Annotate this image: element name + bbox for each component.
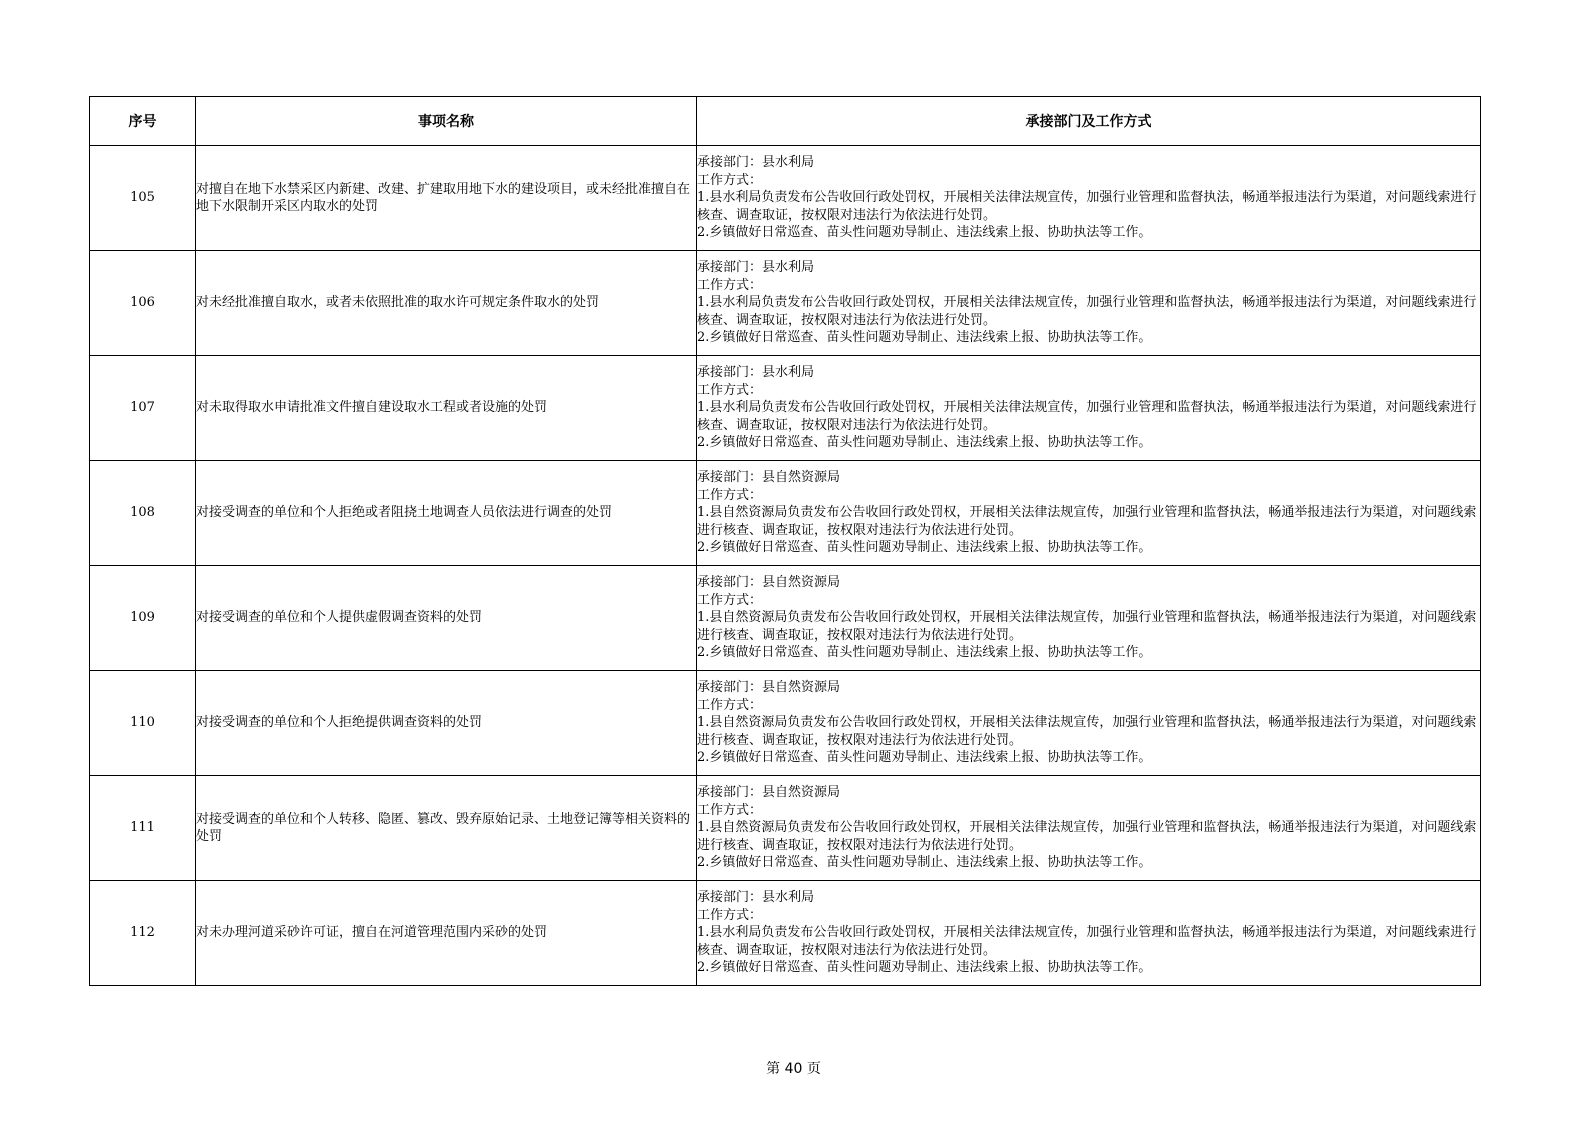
matter-name-cell: 对接受调查的单位和个人拒绝提供调查资料的处罚 xyxy=(196,671,697,776)
method-label: 工作方式： xyxy=(697,802,763,818)
page-number: 第 40 页 xyxy=(766,1061,821,1077)
method-item-2: 2.乡镇做好日常巡查、苗头性问题劝导制止、违法线索上报、协助执法等工作。 xyxy=(697,225,1152,241)
method-item-2: 2.乡镇做好日常巡查、苗头性问题劝导制止、违法线索上报、协助执法等工作。 xyxy=(697,540,1152,556)
serial-number-cell: 111 xyxy=(90,776,196,881)
method-label: 工作方式： xyxy=(697,592,763,608)
table-header-row xyxy=(90,97,1481,146)
method-item-1: 1.县自然资源局负责发布公告收回行政处罚权，开展相关法律法规宣传，加强行业管理和监督执法，畅通举报违法行为渠道，对问题线索进行核查、调查取证，按权限对违法行为依法进行处罚。 xyxy=(697,505,1477,538)
department-line: 承接部门：县自然资源局 xyxy=(697,680,841,696)
matter-name-cell: 对未经批准擅自取水，或者未依照批准的取水许可规定条件取水的处罚 xyxy=(196,251,697,356)
department-method-cell xyxy=(697,776,1481,881)
table-row xyxy=(90,251,1481,356)
department-method-cell xyxy=(697,566,1481,671)
table-row xyxy=(90,356,1481,461)
serial-number-cell: 112 xyxy=(90,881,196,986)
table-row xyxy=(90,881,1481,986)
table-row xyxy=(90,566,1481,671)
table-row xyxy=(90,671,1481,776)
method-item-2: 2.乡镇做好日常巡查、苗头性问题劝导制止、违法线索上报、协助执法等工作。 xyxy=(697,960,1152,976)
method-item-1: 1.县自然资源局负责发布公告收回行政处罚权，开展相关法律法规宣传，加强行业管理和监督执法，畅通举报违法行为渠道，对问题线索进行核查、调查取证，按权限对违法行为依法进行处罚。 xyxy=(697,715,1477,748)
serial-number-cell: 108 xyxy=(90,461,196,566)
method-item-1: 1.县水利局负责发布公告收回行政处罚权，开展相关法律法规宣传，加强行业管理和监督执法，畅通举报违法行为渠道，对问题线索进行核查、调查取证，按权限对违法行为依法进行处罚。 xyxy=(697,400,1477,433)
serial-number-cell: 110 xyxy=(90,671,196,776)
method-item-1: 1.县自然资源局负责发布公告收回行政处罚权，开展相关法律法规宣传，加强行业管理和监督执法，畅通举报违法行为渠道，对问题线索进行核查、调查取证，按权限对违法行为依法进行处罚。 xyxy=(697,610,1477,643)
matter-name-cell: 对接受调查的单位和个人转移、隐匿、篡改、毁弃原始记录、土地登记簿等相关资料的处罚 xyxy=(196,776,697,881)
matter-name-cell: 对擅自在地下水禁采区内新建、改建、扩建取用地下水的建设项目，或未经批准擅自在地下水限制开采区内取水的处罚 xyxy=(196,146,697,251)
matter-name-cell: 对接受调查的单位和个人提供虚假调查资料的处罚 xyxy=(196,566,697,671)
method-item-2: 2.乡镇做好日常巡查、苗头性问题劝导制止、违法线索上报、协助执法等工作。 xyxy=(697,750,1152,766)
table-row xyxy=(90,146,1481,251)
department-line: 承接部门：县自然资源局 xyxy=(697,785,841,801)
table-row xyxy=(90,461,1481,566)
department-method-cell xyxy=(697,356,1481,461)
matter-name-cell: 对未取得取水申请批准文件擅自建设取水工程或者设施的处罚 xyxy=(196,356,697,461)
serial-number-cell: 107 xyxy=(90,356,196,461)
header-department-method: 承接部门及工作方式 xyxy=(697,97,1481,146)
department-method-cell xyxy=(697,251,1481,356)
method-label: 工作方式： xyxy=(697,277,763,293)
method-item-1: 1.县自然资源局负责发布公告收回行政处罚权，开展相关法律法规宣传，加强行业管理和监督执法，畅通举报违法行为渠道，对问题线索进行核查、调查取证，按权限对违法行为依法进行处罚。 xyxy=(697,820,1477,853)
method-item-1: 1.县水利局负责发布公告收回行政处罚权，开展相关法律法规宣传，加强行业管理和监督执法，畅通举报违法行为渠道，对问题线索进行核查、调查取证，按权限对违法行为依法进行处罚。 xyxy=(697,925,1477,958)
department-method-cell xyxy=(697,671,1481,776)
serial-number-cell: 105 xyxy=(90,146,196,251)
department-method-cell xyxy=(697,146,1481,251)
department-line: 承接部门：县自然资源局 xyxy=(697,470,841,486)
department-method-cell xyxy=(697,461,1481,566)
header-matter-name: 事项名称 xyxy=(196,97,697,146)
method-label: 工作方式： xyxy=(697,907,763,923)
method-item-1: 1.县水利局负责发布公告收回行政处罚权，开展相关法律法规宣传，加强行业管理和监督执法，畅通举报违法行为渠道，对问题线索进行核查、调查取证，按权限对违法行为依法进行处罚。 xyxy=(697,190,1477,223)
method-item-2: 2.乡镇做好日常巡查、苗头性问题劝导制止、违法线索上报、协助执法等工作。 xyxy=(697,855,1152,871)
method-label: 工作方式： xyxy=(697,172,763,188)
method-item-2: 2.乡镇做好日常巡查、苗头性问题劝导制止、违法线索上报、协助执法等工作。 xyxy=(697,435,1152,451)
header-serial-number: 序号 xyxy=(90,97,196,146)
method-item-1: 1.县水利局负责发布公告收回行政处罚权，开展相关法律法规宣传，加强行业管理和监督执法，畅通举报违法行为渠道，对问题线索进行核查、调查取证，按权限对违法行为依法进行处罚。 xyxy=(697,295,1477,328)
serial-number-cell: 109 xyxy=(90,566,196,671)
method-label: 工作方式： xyxy=(697,382,763,398)
serial-number-cell: 106 xyxy=(90,251,196,356)
department-line: 承接部门：县水利局 xyxy=(697,890,815,906)
method-label: 工作方式： xyxy=(697,697,763,713)
department-line: 承接部门：县水利局 xyxy=(697,260,815,276)
matter-name-cell: 对未办理河道采砂许可证，擅自在河道管理范围内采砂的处罚 xyxy=(196,881,697,986)
department-line: 承接部门：县自然资源局 xyxy=(697,575,841,591)
table-row xyxy=(90,776,1481,881)
method-item-2: 2.乡镇做好日常巡查、苗头性问题劝导制止、违法线索上报、协助执法等工作。 xyxy=(697,330,1152,346)
department-method-cell xyxy=(697,881,1481,986)
matter-name-cell: 对接受调查的单位和个人拒绝或者阻挠土地调查人员依法进行调查的处罚 xyxy=(196,461,697,566)
department-line: 承接部门：县水利局 xyxy=(697,155,815,171)
matters-table xyxy=(89,96,1481,986)
method-item-2: 2.乡镇做好日常巡查、苗头性问题劝导制止、违法线索上报、协助执法等工作。 xyxy=(697,645,1152,661)
department-line: 承接部门：县水利局 xyxy=(697,365,815,381)
method-label: 工作方式： xyxy=(697,487,763,503)
